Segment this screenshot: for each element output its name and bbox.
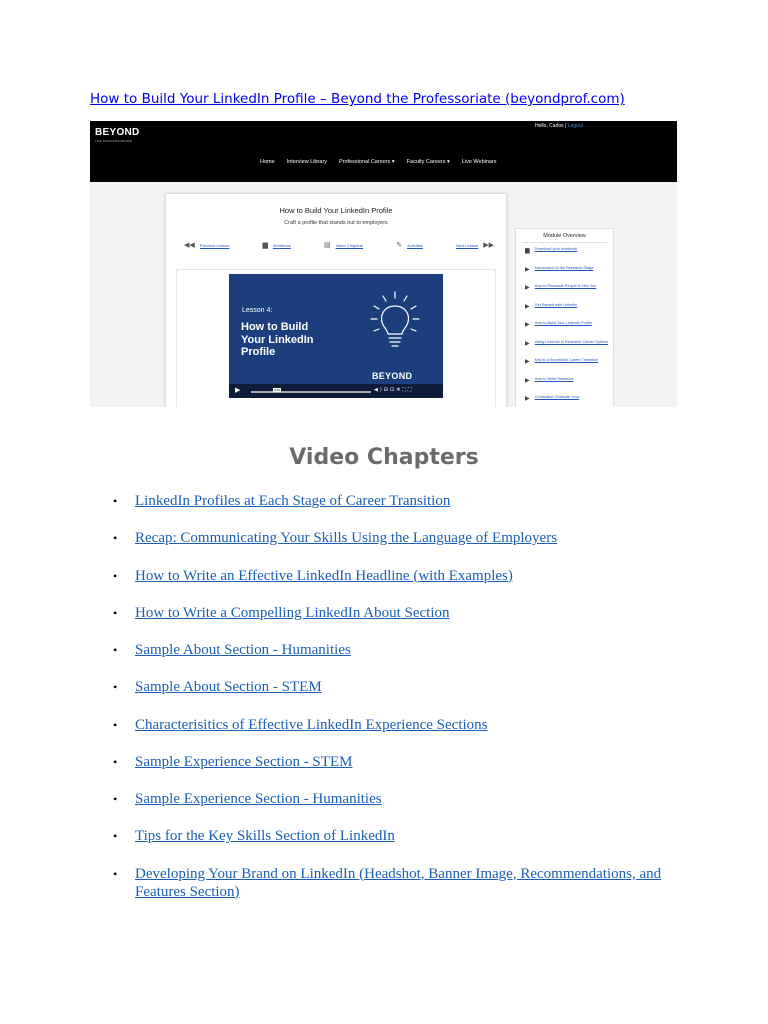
workbook-icon: ▆ xyxy=(525,247,530,254)
play-circle-icon: ▶ xyxy=(525,265,530,273)
previous-lesson-button[interactable] xyxy=(184,241,229,249)
video-brand: BEYOND xyxy=(372,371,413,381)
rewind-icon: ◀◀ xyxy=(184,242,195,249)
nav-faculty-careers[interactable]: Faculty Careers ▾ xyxy=(406,159,450,165)
list-item xyxy=(110,790,680,808)
lesson-subtitle: Craft a profile that stands out to employers xyxy=(284,220,388,226)
video-progress-bar[interactable] xyxy=(251,388,371,393)
chapter-link[interactable]: LinkedIn Profiles at Each Stage of Career Transition xyxy=(135,493,451,509)
module-item[interactable] xyxy=(525,395,611,407)
bullet: • xyxy=(113,531,118,546)
list-item xyxy=(110,753,680,771)
activities-button[interactable] xyxy=(396,241,423,249)
bullet: • xyxy=(113,792,118,806)
nav-professional-careers[interactable]: Professional Careers ▾ xyxy=(339,159,395,165)
module-item-label: Download your workbook xyxy=(534,247,578,251)
module-item[interactable] xyxy=(525,358,611,374)
bullet: • xyxy=(113,754,118,769)
play-circle-icon: ▶ xyxy=(525,358,530,365)
greeting-text: Hello, Carlos | xyxy=(535,123,567,129)
module-item[interactable] xyxy=(525,321,611,337)
bullet: • xyxy=(113,494,118,508)
video-chapters-button[interactable] xyxy=(324,241,363,249)
module-item-label: Conclusion: Evaluate Your xyxy=(534,395,579,399)
play-icon[interactable]: ▶ xyxy=(235,386,241,394)
chapter-link[interactable]: Sample Experience Section - Humanities xyxy=(135,791,382,807)
workbook-button[interactable] xyxy=(262,241,290,249)
site-nav xyxy=(260,159,497,165)
video-controls xyxy=(229,384,443,398)
nav-live-webinars[interactable]: Live Webinars xyxy=(461,159,497,165)
play-circle-icon: ▶ xyxy=(525,284,530,291)
module-overview xyxy=(515,228,614,407)
module-item[interactable] xyxy=(525,303,611,319)
video-title-line: How to Build xyxy=(241,321,309,333)
list-item xyxy=(110,492,680,510)
list-item xyxy=(110,716,680,734)
chapter-link[interactable]: Sample About Section - STEM xyxy=(135,679,322,696)
book-icon: ▆ xyxy=(262,242,268,249)
chapter-list xyxy=(110,492,680,920)
module-item-label: Using LinkedIn to Research Career Options xyxy=(534,339,609,344)
list-item xyxy=(110,567,680,585)
play-circle-icon: ▶ xyxy=(525,321,530,328)
list-item xyxy=(110,604,680,622)
nav-home[interactable]: Home xyxy=(260,159,275,165)
video-time: 0:00 xyxy=(274,388,280,392)
pencil-icon: ✎ xyxy=(396,242,403,249)
nav-interview-library[interactable]: Interview Library xyxy=(286,159,328,165)
divider xyxy=(522,242,607,243)
bullet: • xyxy=(113,643,118,657)
module-item-label: How to Build Your LinkedIn Profile xyxy=(534,321,592,325)
lesson-title: How to Build Your LinkedIn Profile xyxy=(279,206,393,215)
lightbulb-icon xyxy=(365,288,425,358)
list-item xyxy=(110,529,680,547)
bullet: • xyxy=(113,866,118,881)
module-item[interactable] xyxy=(525,247,611,263)
module-item[interactable] xyxy=(525,284,611,300)
video-chapters-label: Video Chapters xyxy=(335,242,364,248)
play-circle-icon: ▶ xyxy=(525,339,530,347)
bullet: • xyxy=(113,717,118,732)
previous-lesson-label: Previous Lesson xyxy=(199,242,230,248)
list-item xyxy=(110,641,680,659)
list-item xyxy=(110,865,680,901)
video-player[interactable] xyxy=(229,274,443,398)
source-link[interactable]: How to Build Your LinkedIn Profile – Beyond the Professoriate (beyondprof.com) xyxy=(90,91,625,107)
video-lesson-number: Lesson 4: xyxy=(242,307,273,314)
fast-forward-icon: ▶▶ xyxy=(483,242,494,249)
module-item[interactable] xyxy=(525,340,611,356)
chapter-link[interactable]: Recap: Communicating Your Skills Using the Language of Employers xyxy=(135,530,558,547)
site-logo[interactable]: BEYOND xyxy=(95,127,140,138)
module-item-label: Get Started with LinkedIn xyxy=(534,302,578,307)
play-circle-icon: ▶ xyxy=(525,302,530,310)
logout-link[interactable]: Logout xyxy=(567,123,583,129)
chapter-link[interactable]: Sample About Section - Humanities xyxy=(135,642,351,658)
bullet: • xyxy=(113,680,118,695)
module-item-label: How to Persuade People to Hire You xyxy=(534,284,597,288)
chapter-link[interactable]: Tips for the Key Skills Section of LinkedIn xyxy=(135,828,395,845)
lesson-toolbar xyxy=(184,241,494,249)
module-list xyxy=(525,247,611,407)
site-header xyxy=(90,121,677,182)
activities-label: Activities xyxy=(407,242,423,248)
section-heading: Video Chapters xyxy=(289,445,479,470)
bullet: • xyxy=(113,605,118,620)
video-title xyxy=(241,321,314,359)
play-circle-icon: ▶ xyxy=(525,376,530,384)
bullet: • xyxy=(113,829,118,844)
chapter-link[interactable]: How to Write a Compelling LinkedIn About Section xyxy=(135,604,450,621)
module-item-label: How to Write Resumes xyxy=(534,376,574,381)
bullet: • xyxy=(113,568,118,583)
workbook-label: Workbook xyxy=(272,242,291,248)
embedded-screenshot xyxy=(90,121,677,407)
next-lesson-label: Next Lesson xyxy=(455,242,479,248)
list-item xyxy=(110,678,680,696)
chapter-link[interactable]: Sample Experience Section - STEM xyxy=(135,753,353,770)
module-item[interactable] xyxy=(525,266,611,282)
next-lesson-button[interactable] xyxy=(456,241,494,249)
user-greeting xyxy=(535,123,583,129)
chapter-link[interactable]: How to Write an Effective LinkedIn Headline (with Examples) xyxy=(135,567,513,584)
list-icon: ▤ xyxy=(323,242,331,249)
module-item[interactable] xyxy=(525,377,611,393)
list-item xyxy=(110,827,680,845)
module-overview-title: Module Overview xyxy=(543,233,586,239)
video-title-line: Your LinkedIn xyxy=(241,333,314,346)
module-item-label: Introduction to the Research Stage xyxy=(534,265,594,270)
chapter-link[interactable]: Characterisitics of Effective LinkedIn Experience Sections xyxy=(135,716,488,733)
play-circle-icon: ▶ xyxy=(525,395,530,402)
module-item-label: Key to a Successful Career Transition xyxy=(534,358,599,362)
video-control-icons[interactable]: ◀)⊟⊡✲⛶⛶ xyxy=(374,387,414,393)
video-title-line: Profile xyxy=(241,346,276,358)
chapter-link[interactable]: Developing Your Brand on LinkedIn (Headshot, Banner Image, Recommendations, and Features Section) xyxy=(135,865,662,900)
site-logo-subtitle: THE PROFESSORIATE xyxy=(95,139,133,143)
